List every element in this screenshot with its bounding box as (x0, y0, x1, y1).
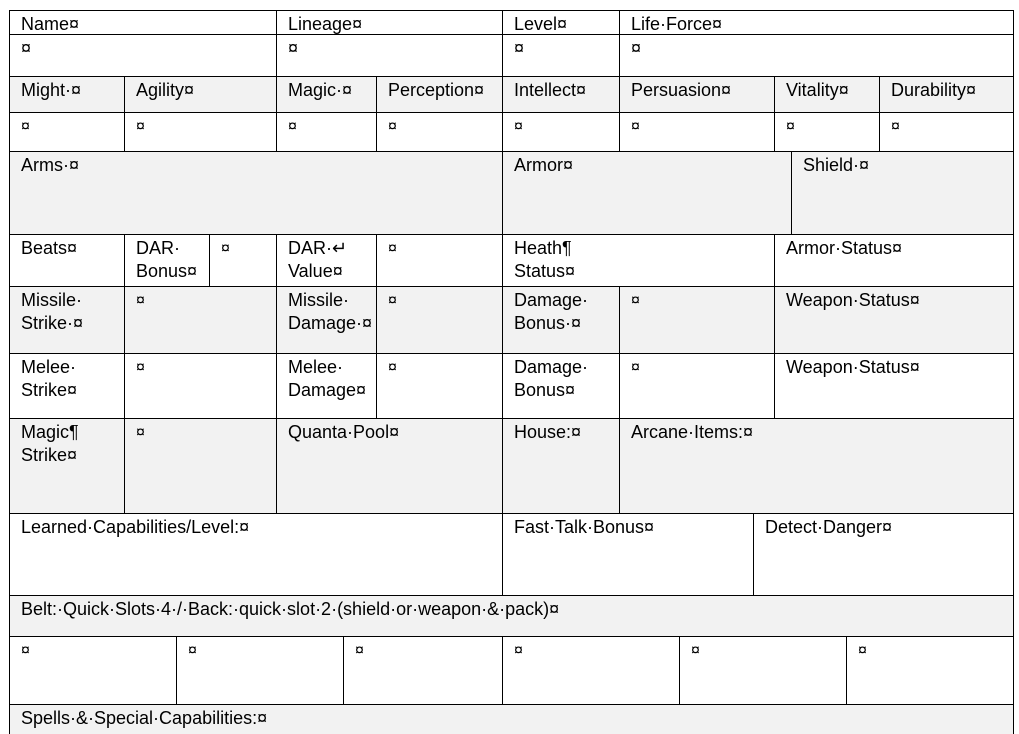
quick-slot-1[interactable]: ¤ (9, 636, 176, 704)
quick-slot-3[interactable]: ¤ (343, 636, 502, 704)
detect-danger-field[interactable]: Detect·Danger¤ (753, 513, 1014, 595)
beats-field[interactable]: Beats¤ (9, 234, 124, 286)
missile-strike-field[interactable]: ¤ (124, 286, 276, 353)
life-force-label: Life·Force¤ (619, 10, 1014, 34)
magic-strike-label: Magic¶ Strike¤ (9, 418, 124, 513)
missile-damage-field[interactable]: ¤ (376, 286, 502, 353)
melee-strike-field[interactable]: ¤ (124, 353, 276, 418)
melee-damage-bonus-field[interactable]: ¤ (619, 353, 774, 418)
intellect-field[interactable]: ¤ (502, 112, 619, 151)
lineage-field[interactable]: ¤ (276, 34, 502, 76)
spells-capabilities-field[interactable]: Spells·&·Special·Capabilities:¤ (9, 704, 1014, 734)
missile-damage-bonus-field[interactable]: ¤ (619, 286, 774, 353)
name-field[interactable]: ¤ (9, 34, 276, 76)
perception-label: Perception¤ (376, 76, 502, 112)
dar-value-field[interactable]: ¤ (376, 234, 502, 286)
persuasion-field[interactable]: ¤ (619, 112, 774, 151)
magic-strike-field[interactable]: ¤ (124, 418, 276, 513)
heath-status-field[interactable]: Heath¶ Status¤ (502, 234, 774, 286)
lineage-label: Lineage¤ (276, 10, 502, 34)
melee-damage-bonus-label: Damage· Bonus¤ (502, 353, 619, 418)
quick-slot-4[interactable]: ¤ (502, 636, 679, 704)
learned-capabilities-field[interactable]: Learned·Capabilities/Level:¤ (9, 513, 502, 595)
dar-value-label: DAR·↵ Value¤ (276, 234, 376, 286)
persuasion-label: Persuasion¤ (619, 76, 774, 112)
melee-damage-label: Melee· Damage¤ (276, 353, 376, 418)
missile-damage-label: Missile· Damage·¤ (276, 286, 376, 353)
melee-strike-label: Melee· Strike¤ (9, 353, 124, 418)
melee-damage-field[interactable]: ¤ (376, 353, 502, 418)
arms-field[interactable]: Arms·¤ (9, 151, 502, 234)
vitality-field[interactable]: ¤ (774, 112, 879, 151)
shield-field[interactable]: Shield·¤ (791, 151, 1014, 234)
level-field[interactable]: ¤ (502, 34, 619, 76)
arcane-items-field[interactable]: Arcane·Items:¤ (619, 418, 1014, 513)
durability-field[interactable]: ¤ (879, 112, 1014, 151)
magic-label: Magic·¤ (276, 76, 376, 112)
quick-slot-5[interactable]: ¤ (679, 636, 846, 704)
magic-field[interactable]: ¤ (276, 112, 376, 151)
missile-strike-label: Missile· Strike·¤ (9, 286, 124, 353)
armor-field[interactable]: Armor¤ (502, 151, 791, 234)
agility-label: Agility¤ (124, 76, 276, 112)
intellect-label: Intellect¤ (502, 76, 619, 112)
quick-slot-2[interactable]: ¤ (176, 636, 343, 704)
house-field[interactable]: House:¤ (502, 418, 619, 513)
quanta-pool-field[interactable]: Quanta·Pool¤ (276, 418, 502, 513)
perception-field[interactable]: ¤ (376, 112, 502, 151)
missile-damage-bonus-label: Damage· Bonus·¤ (502, 286, 619, 353)
quick-slot-6[interactable]: ¤ (846, 636, 1014, 704)
life-force-field[interactable]: ¤ (619, 34, 1014, 76)
might-field[interactable]: ¤ (9, 112, 124, 151)
fast-talk-bonus-field[interactable]: Fast·Talk·Bonus¤ (502, 513, 753, 595)
level-label: Level¤ (502, 10, 619, 34)
dar-bonus-label: DAR· Bonus¤ (124, 234, 209, 286)
might-label: Might·¤ (9, 76, 124, 112)
durability-label: Durability¤ (879, 76, 1014, 112)
vitality-label: Vitality¤ (774, 76, 879, 112)
agility-field[interactable]: ¤ (124, 112, 276, 151)
dar-bonus-field[interactable]: ¤ (209, 234, 276, 286)
melee-weapon-status-field[interactable]: Weapon·Status¤ (774, 353, 1014, 418)
missile-weapon-status-field[interactable]: Weapon·Status¤ (774, 286, 1014, 353)
name-label: Name¤ (9, 10, 276, 34)
armor-status-field[interactable]: Armor·Status¤ (774, 234, 1014, 286)
belt-quick-slots-label: Belt:·Quick·Slots·4·/·Back:·quick·slot·2·(shield·or·weapon·&·pack)¤ (9, 595, 1014, 636)
